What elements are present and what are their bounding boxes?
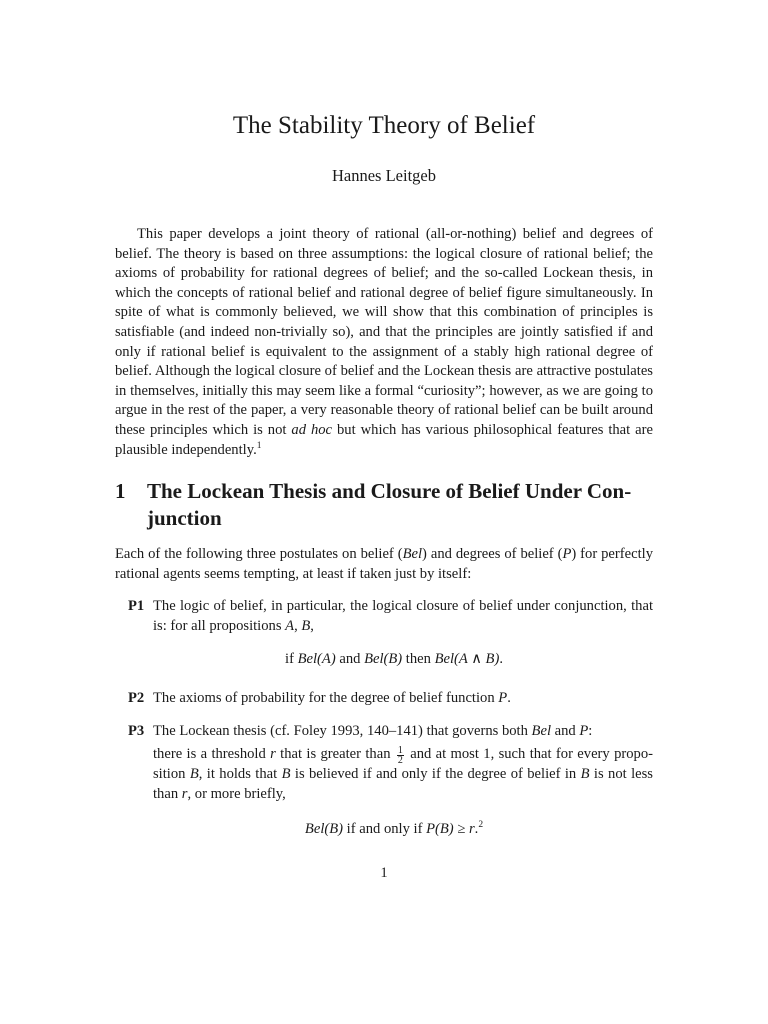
- statement-text: is believed if and only if the degree of belief in: [290, 766, 581, 782]
- statement-text: , it holds that: [198, 766, 282, 782]
- postulate-text: ,: [310, 617, 314, 634]
- intro-text: ) for perfectly rational agents seems tempting, at least if taken just by itself:: [115, 546, 653, 582]
- postulate-text: The logic of belief, in particular, the logical closure of belief under conjunction, that is: for all propositions: [153, 598, 653, 634]
- postulate-label: P1: [128, 598, 145, 614]
- intro-p: P: [562, 546, 572, 562]
- math-b: B: [301, 617, 311, 634]
- postulate-text: The axioms of probability for the degree of belief function: [153, 690, 499, 706]
- intro-bel: Bel: [402, 546, 423, 562]
- formula-text: .: [499, 651, 503, 667]
- statement-text: is not less than: [153, 766, 653, 802]
- paper-title: The Stability Theory of Belief: [232, 112, 536, 139]
- math-bel: Bel: [364, 651, 384, 667]
- math-bel: Bel: [434, 651, 455, 667]
- page-number: 1: [380, 865, 388, 881]
- math-b: B: [580, 766, 590, 782]
- math-a: A: [285, 617, 295, 634]
- postulate-text: .: [507, 690, 511, 706]
- fraction-one-half: [397, 746, 404, 765]
- math-r: r: [181, 785, 188, 802]
- postulate-p1: [128, 597, 653, 636]
- statement-text: that is greater than: [275, 746, 395, 762]
- section-number: 1: [115, 479, 126, 503]
- postulate-label: P3: [128, 723, 145, 739]
- fraction-denominator: 2: [397, 755, 403, 766]
- statement-text: , or more briefly,: [187, 785, 286, 802]
- math-bel: Bel: [297, 651, 318, 667]
- postulate-body: [153, 722, 653, 742]
- abstract-text-end: but which has various philosophical features that are plausible independently.: [115, 421, 653, 458]
- formula-text: and: [335, 651, 365, 667]
- postulate-text: ,: [294, 617, 302, 634]
- abstract-text: This paper develops a joint theory of rational (all-or-nothing) belief and degrees of belief. The theory is based on three assumptions: the logical closure of rational belief; the axioms of probability for rational degrees of belief; and the so-called Lockean thesis, in which the concepts of rational belief and rational degree of belief figure simultaneously. In spite of what is commonly believed, we will show that this combination of principles is satisfiable (and indeed non-trivially so), and that the principles are jointly satisfied if and only if rational belief is equivalent to the assignment of a stably high rational degree of belief. Although the logical closure of belief and the Lockean thesis are attractive postulates in themselves, initially this may seem like a formal “curiosity”; however, as we are going to argue in the rest of the paper, a very reasonable theory of rational belief can be built around these principles which is not: [115, 226, 653, 438]
- postulate-body: [153, 689, 653, 709]
- math-bel: Bel: [531, 723, 551, 739]
- author-name: Hannes Leitgeb: [331, 166, 436, 185]
- math-bel: Bel: [304, 821, 325, 837]
- statement-text: and at most 1, such that for every propo-sition: [153, 746, 653, 782]
- formula-text: if: [285, 651, 298, 667]
- formula-text: ≥: [453, 821, 469, 837]
- section-heading: [115, 478, 660, 532]
- math-r: r: [468, 821, 475, 837]
- postulate-p3: [128, 722, 653, 742]
- math-p: P: [498, 690, 508, 706]
- footnote-mark-1[interactable]: 1: [256, 440, 262, 451]
- math-p: P: [579, 723, 589, 739]
- math-r: r: [270, 746, 276, 762]
- intro-text: Each of the following three postulates on belief (: [115, 546, 403, 562]
- fraction-numerator: 1: [397, 745, 403, 756]
- math-arg: (B): [383, 651, 403, 667]
- statement-text: there is a threshold: [153, 746, 271, 762]
- math-b: B: [281, 766, 291, 782]
- math-p: P: [426, 821, 436, 837]
- intro-paragraph: [115, 545, 653, 584]
- abstract-italic-phrase: ad hoc: [291, 421, 333, 438]
- math-arg: (B): [324, 821, 344, 837]
- math-arg: (A ∧ B): [454, 651, 500, 667]
- postulate-label: P2: [128, 690, 145, 706]
- p3-display-formula: [10, 820, 768, 840]
- postulate-body: [153, 597, 653, 636]
- intro-text: ) and degrees of belief (: [422, 546, 563, 562]
- abstract: [115, 225, 653, 460]
- p3-statement: [153, 745, 653, 804]
- p1-display-formula: [10, 650, 768, 670]
- postulate-text: The Lockean thesis (cf. Foley 1993, 140–141) that governs both: [153, 723, 532, 739]
- formula-text: then: [402, 651, 435, 667]
- footnote-mark-2[interactable]: 2: [478, 820, 484, 830]
- math-arg: (B): [435, 821, 454, 837]
- section-title: The Lockean Thesis and Closure of Belief Under Con-junction: [147, 479, 632, 530]
- postulate-text: and: [551, 723, 580, 739]
- postulate-p2: [128, 689, 653, 709]
- math-b: B: [189, 766, 199, 782]
- formula-text: if and only if: [343, 821, 427, 837]
- postulate-text: :: [588, 723, 593, 739]
- math-arg: (A): [317, 651, 336, 667]
- formula-text: .: [474, 821, 479, 837]
